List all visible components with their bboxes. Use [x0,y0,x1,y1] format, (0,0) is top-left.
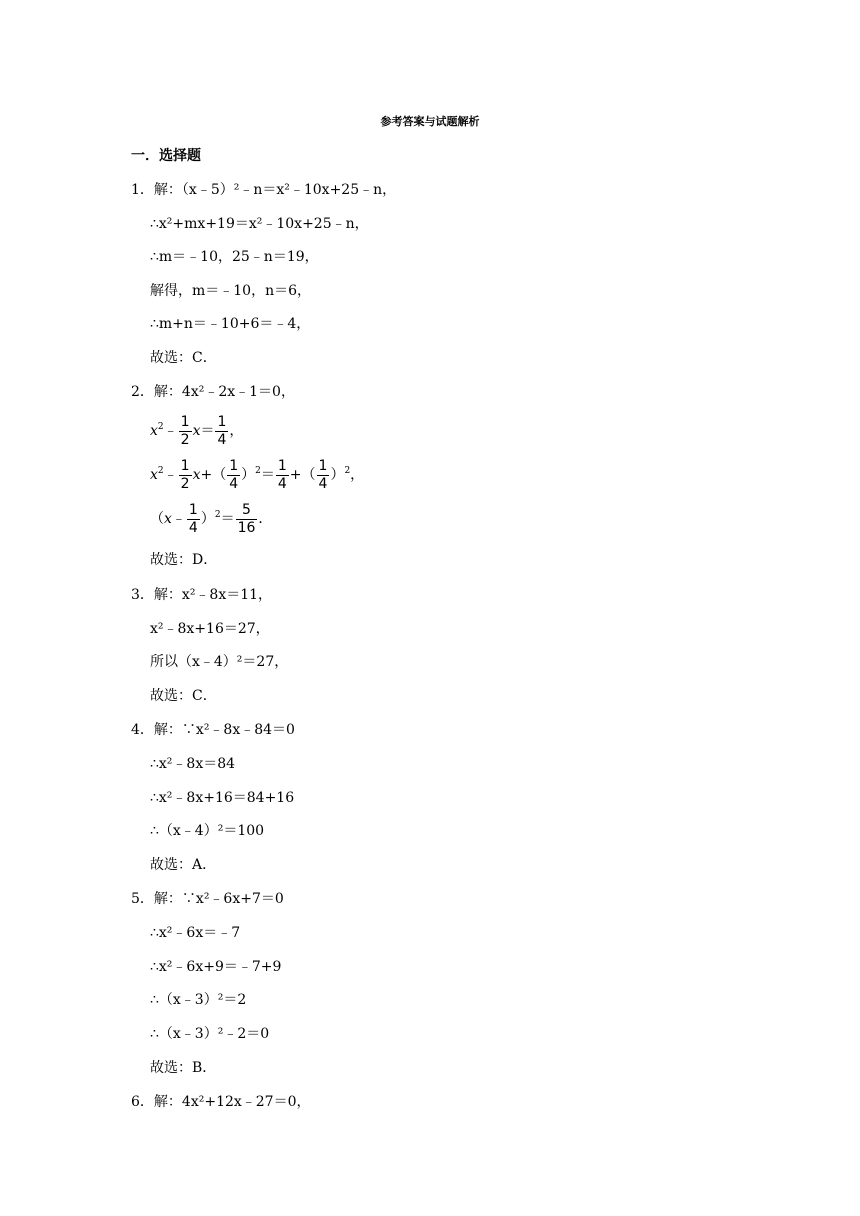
q3-answer: 故选：C． [150,688,217,704]
q1-step-3: ∴m＝﹣10，25﹣n＝19， [150,249,319,265]
section-heading: 一．选择题 [131,148,201,164]
q5-line-1 [131,889,284,909]
fraction: $\frac{1}{4}$ [318,457,328,492]
q2-answer: 故选：D． [150,552,218,568]
q5-solution-label: 解： [153,891,182,907]
q2-step-3: $x^2﹣$ $\frac{1}{2}$ x+（ $\frac{1}{4}$ ）$^2$＝ $\frac{1}{4}$ +（ $\frac{1}{4}$ ）$^2$， [150,457,365,492]
q5-step-2: ∴x²﹣6x＝﹣7 [150,925,241,941]
q5-step-1: ∵x²﹣6x+7＝0 [181,891,284,907]
q1-step-2: ∴x²+mx+19＝x²﹣10x+25﹣n， [150,216,369,232]
q3-line-1 [131,585,272,605]
fraction: $\frac{1}{4}$ [229,457,239,492]
q2-step-4: （x﹣ $\frac{1}{4}$ ）$^2$＝ $\frac{5}{16}$ ． [150,501,273,536]
q1-step-1: （x﹣5）²﹣n＝x²﹣10x+25﹣n， [181,182,397,198]
q5-step-3: ∴x²﹣6x+9＝﹣7+9 [150,959,282,975]
q2-solution-label: 解： [153,384,182,400]
q2-number: 2． [131,384,154,400]
q3-solution-label: 解： [153,587,182,603]
q6-number: 6． [131,1094,154,1110]
q1-step-4: 解得，m＝﹣10，n＝6， [150,283,312,299]
q4-step-1: ∵x²﹣8x﹣84＝0 [181,722,295,738]
q3-step-2: x²﹣8x+16＝27， [150,621,270,637]
q4-line-1 [131,720,295,740]
fraction: $\frac{5}{16}$ [237,501,256,536]
q2-step-1: 4x²﹣2x﹣1＝0， [181,384,295,400]
q1-solution-label: 解： [153,182,182,198]
q6-line-1 [131,1092,311,1112]
q3-step-3: 所以（x﹣4）²＝27， [150,654,289,670]
q6-solution-label: 解： [153,1094,182,1110]
q1-line-1 [131,180,396,200]
q4-answer: 故选：A． [150,857,217,873]
q2-step-2: $x^2﹣$ $\frac{1}{2}$ x＝ $\frac{1}{4}$ ， [150,413,244,448]
fraction: $\frac{1}{4}$ [188,501,198,536]
fraction: $\frac{1}{4}$ [277,457,287,492]
q5-step-4: ∴（x﹣3）²＝2 [150,992,247,1008]
q4-step-3: ∴x²﹣8x+16＝84+16 [150,790,295,806]
page-title: 参考答案与试题解析 [380,115,480,128]
q6-step-1: 4x²+12x﹣27＝0， [181,1094,311,1110]
q4-number: 4． [131,722,154,738]
q2-line-1 [131,382,295,402]
q5-number: 5． [131,891,154,907]
fraction: $\frac{1}{2}$ [180,457,190,492]
fraction: $\frac{1}{4}$ [217,413,227,448]
q4-step-4: ∴（x﹣4）²＝100 [150,823,265,839]
q1-step-5: ∴m+n＝﹣10+6＝﹣4， [150,316,311,332]
q4-solution-label: 解： [153,722,182,738]
fraction: $\frac{1}{2}$ [180,413,190,448]
q3-number: 3． [131,587,154,603]
q1-answer: 故选：C． [150,350,217,366]
q4-step-2: ∴x²﹣8x＝84 [150,756,236,772]
q3-step-1: x²﹣8x＝11， [181,587,273,603]
q5-answer: 故选：B． [150,1060,217,1076]
q1-number: 1． [131,182,154,198]
q5-step-5: ∴（x﹣3）²﹣2＝0 [150,1026,270,1042]
